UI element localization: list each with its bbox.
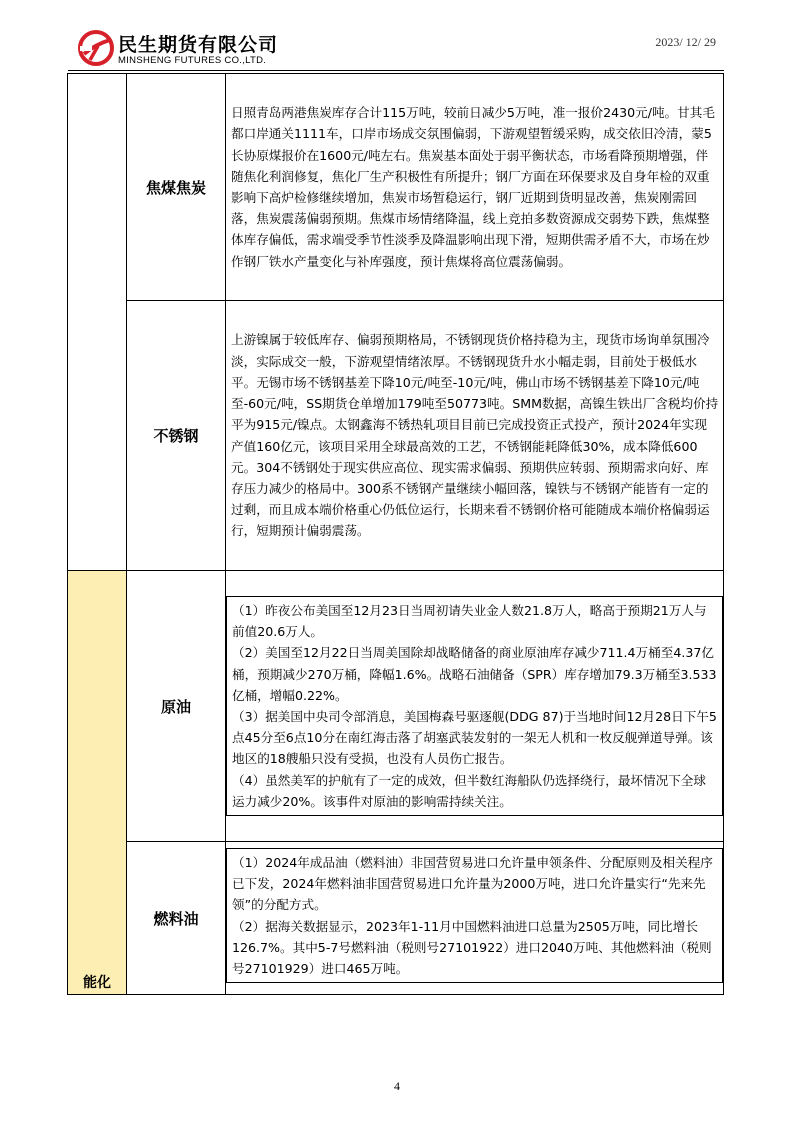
company-name-en: MINSHENG FUTURES CO.,LTD. [118, 55, 267, 66]
paragraph: 日照青岛两港焦炭库存合计115万吨，较前日减少5万吨，准一报价2430元/吨。甘其毛都口岸通关1111车，口岸市场成交氛围偏弱，下游观望暂缓采购，成交依旧冷清，蒙5长协原煤报价在1600元/吨左右。焦炭基本面处于弱平衡状态，市场看降预期增强，伴随焦化利润修复，焦化厂生产积极性有所提升；钢厂方面在环保要求及自身年检的双重影响下高炉检修继续增加，焦炭市场暂稳运行，钢厂近期到货明显改善，焦炭刚需回落，焦炭震荡偏弱预期。焦煤市场情绪降温，线上竞拍多数资源成交弱势下跌，焦煤整体库存偏低，需求端受季节性淡季及降温影响出现下滑，短期供需矛盾不大，市场在炒作钢厂铁水产量变化与补库强度，预计焦煤将高位震荡偏弱。 [231, 105, 715, 269]
commodity-table [67, 73, 724, 995]
paragraph: （1）2024年成品油（燃料油）非国营贸易进口允许量申领条件、分配原则及相关程序已下发，2024年燃料油非国营贸易进口允许量为2000万吨，进口允许量实行“先来先领”的分配方式。 [232, 855, 713, 913]
row-content [226, 74, 724, 301]
paragraph: （2）美国至12月22日当周美国除却战略储备的商业原油库存减少711.4万桶至4.37亿桶，预期减少270万桶，降幅1.6%。战略石油储备（SPR）库存增加79.3万桶至3.533亿桶，增幅0.22%。 [232, 645, 717, 703]
table-row [68, 571, 724, 842]
sector-label: 能化 [83, 975, 111, 991]
table-row [68, 842, 724, 995]
page-number: 4 [394, 1079, 400, 1093]
paragraph: （1）昨夜公布美国至12月23日当周初请失业金人数21.8万人，略高于预期21万人与前值20.6万人。 [232, 602, 707, 640]
row-content [226, 301, 724, 571]
row-label: 原油 [127, 571, 226, 842]
table-row [68, 301, 724, 571]
paragraph: （4）虽然美军的护航有了一定的成效，但半数红海船队仍选择绕行，最坏情况下全球运力减少20%。该事件对原油的影响需持续关注。 [232, 772, 706, 809]
row-label: 焦煤焦炭 [127, 74, 226, 301]
header-divider [68, 70, 724, 71]
report-date: 2023/ 12/ 29 [655, 35, 716, 49]
sector-cell-blank [68, 74, 127, 571]
paragraph: （3）据美国中央司令部消息，美国梅森号驱逐舰(DDG 87)于当地时间12月28日下午5点45分至6点10分在南红海击落了胡塞武装发射的一架无人机和一枚反舰弹道导弹。该地区的18艘船只没有受损，也没有人员伤亡报告。 [232, 709, 717, 767]
minsheng-logo-icon [78, 30, 114, 66]
row-content [226, 571, 724, 842]
company-name-cn: 民生期货有限公司 [118, 34, 279, 56]
page-header [0, 0, 794, 70]
row-label: 燃料油 [127, 842, 226, 995]
table-row [68, 74, 724, 301]
row-label: 不锈钢 [127, 301, 226, 571]
sector-cell-energy [68, 571, 127, 995]
row-content [226, 842, 724, 995]
paragraph: （2）据海关数据显示，2023年1-11月中国燃料油进口总量为2505万吨，同比增长126.7%。其中5-7号燃料油（税则号27101922）进口2040万吨、其他燃料油（税则号27101929）进口465万吨。 [232, 918, 712, 977]
paragraph: 上游镍属于较低库存、偏弱预期格局，不锈钢现货价格持稳为主，现货市场询单氛围冷淡，实际成交一般，下游观望情绪浓厚。不锈钢现货升水小幅走弱，目前处于极低水平。无锡市场不锈钢基差下降10元/吨至-10元/吨，佛山市场不锈钢基差下降10元/吨至-60元/吨，SS期货仓单增加179吨至50773吨。SMM数据，高镍生铁出厂含税均价持平为915元/镍点。太钢鑫海不锈热轧项目目前已完成投资正式投产，预计2024年实现产值160亿元，该项目采用全球最高效的工艺，不锈钢能耗降低30%，成本降低600元。304不锈钢处于现实供应高位、现实需求偏弱、预期供应转弱、预期需求向好、库存压力减少的格局中。300系不锈钢产量继续小幅回落，镍铁与不锈钢产能皆有一定的过剩，而且成本端价格重心仍低位运行，长期来看不锈钢价格可能随成本端价格偏弱运行，短期预计偏弱震荡。 [231, 332, 719, 539]
